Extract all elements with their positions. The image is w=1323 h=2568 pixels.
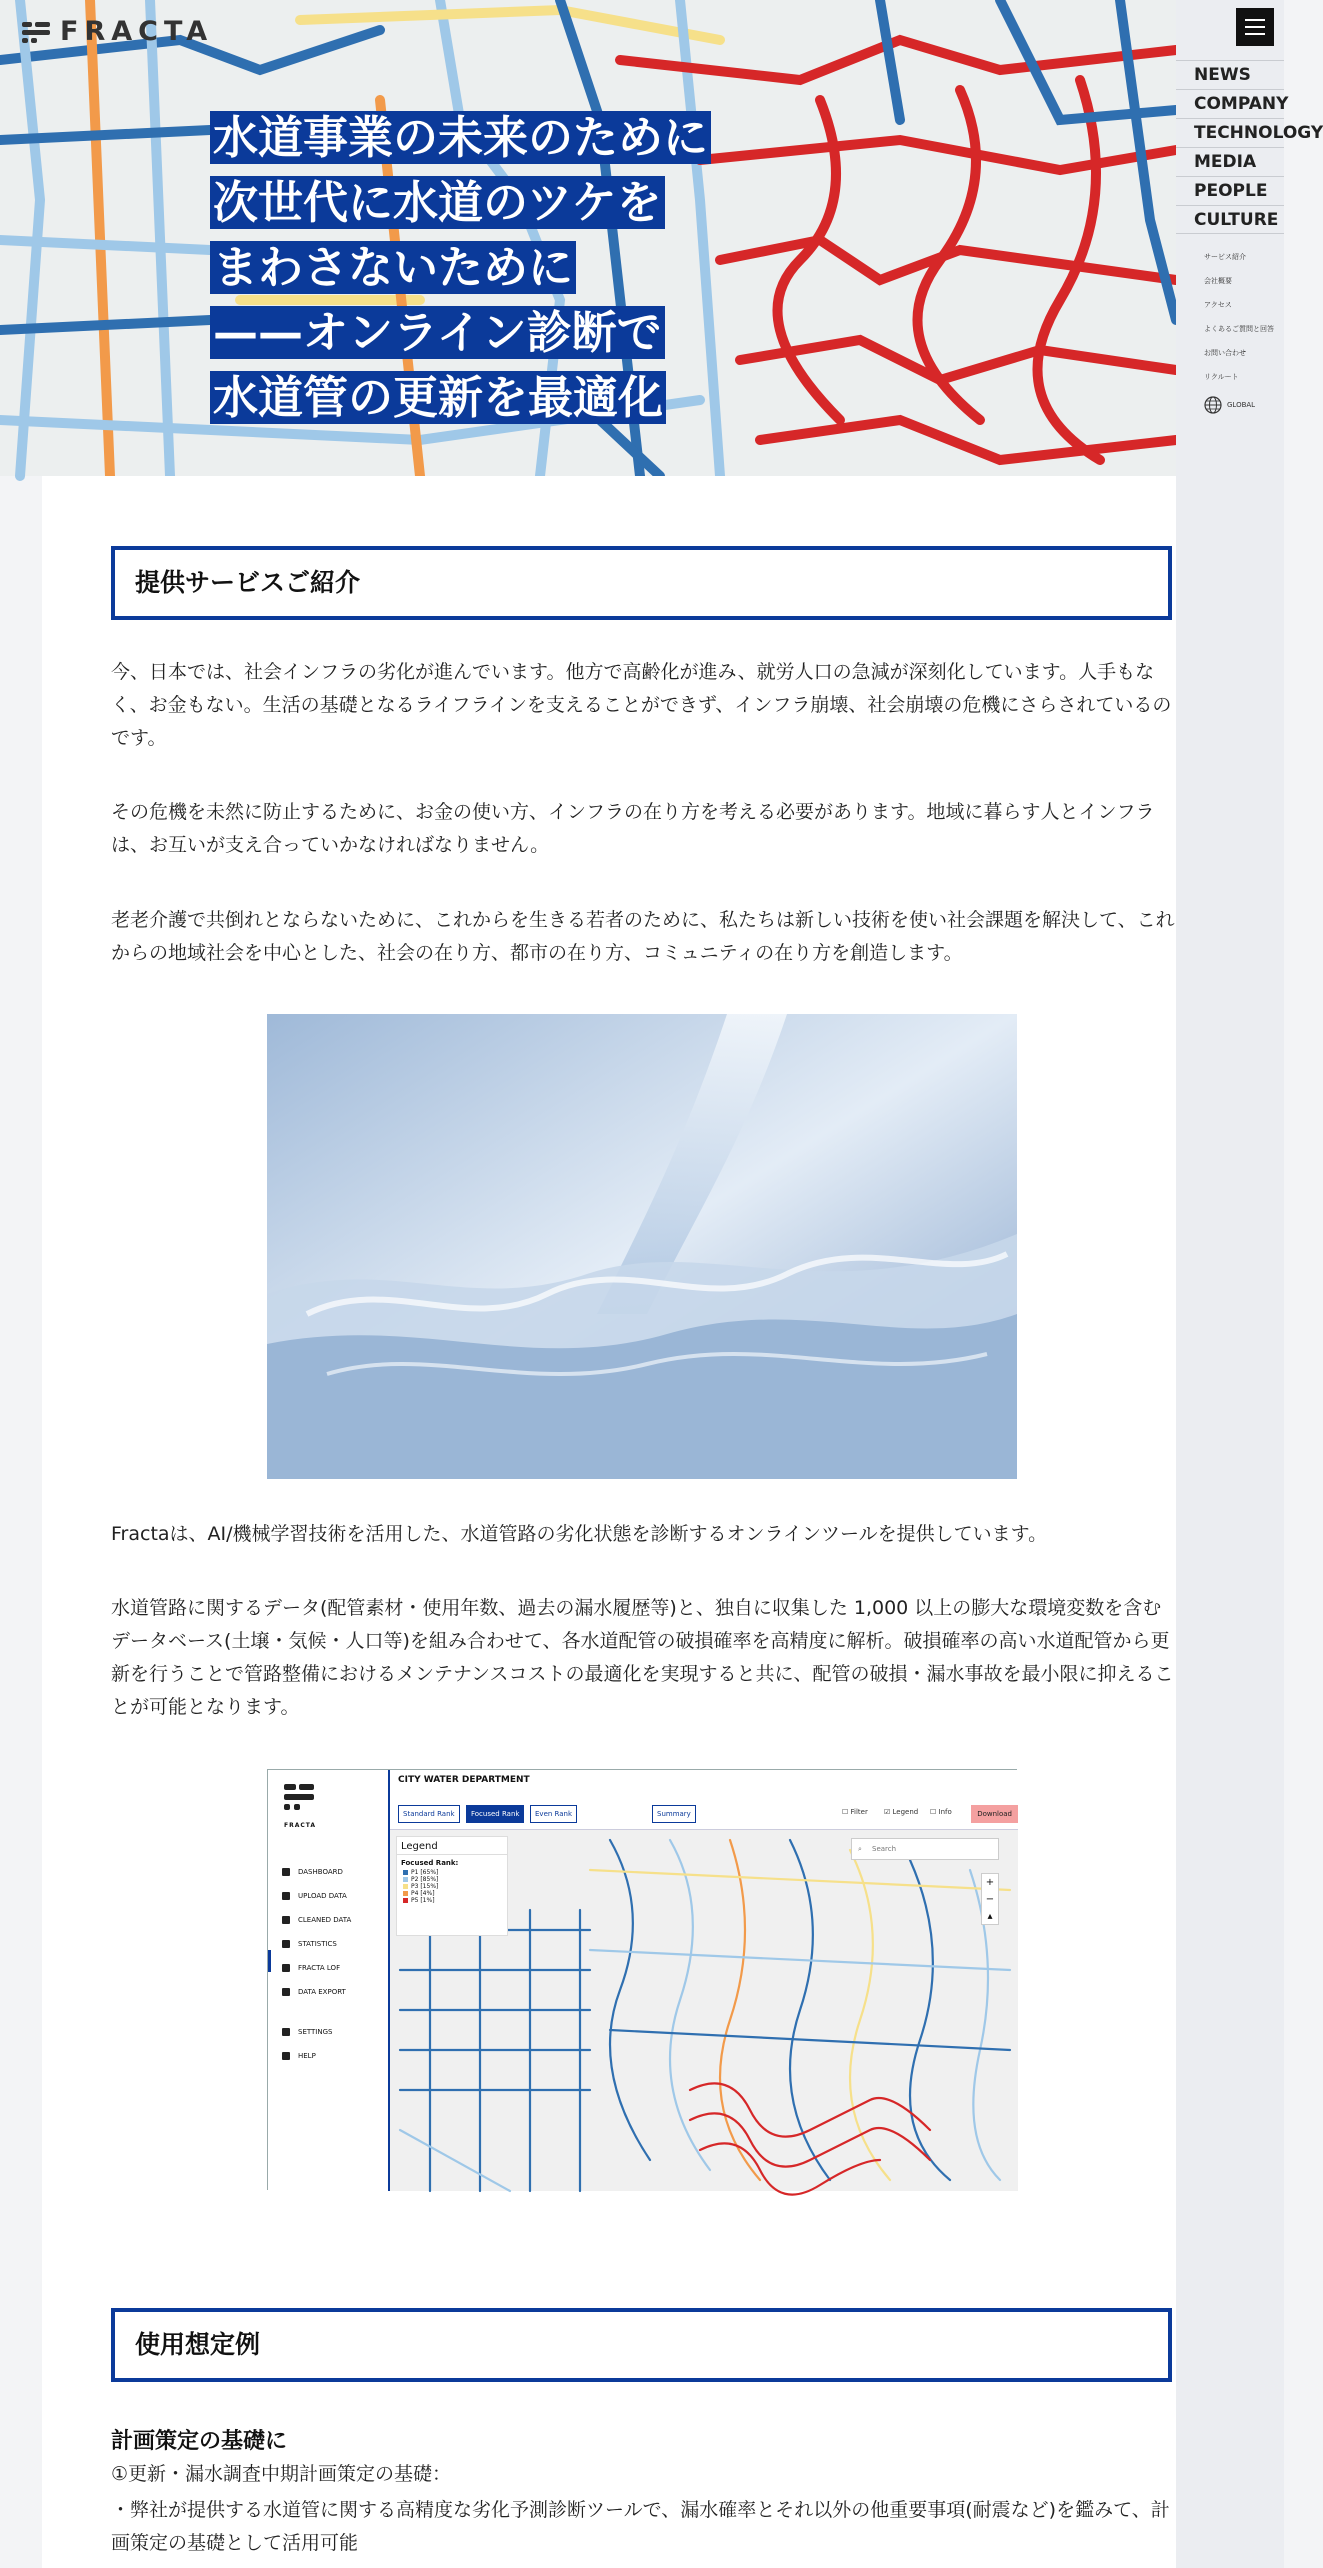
app-screenshot: [267, 1769, 1017, 2190]
app-sidebar: [268, 1770, 390, 2191]
app-menu-lof[interactable]: [282, 1956, 351, 1980]
section-title-use-cases: 使用想定例: [111, 2308, 1172, 2382]
map-search-input[interactable]: [851, 1838, 999, 1860]
intro-paragraph-4: Fractaは、AI/機械学習技術を活用した、水道管路の劣化状態を診断するオンラインツールを提供しています。: [111, 1523, 1048, 1545]
app-menu-label: DATA EXPORT: [298, 1988, 346, 1996]
zoom-out-button[interactable]: −: [985, 1894, 995, 1905]
info-label: Info: [938, 1808, 952, 1816]
search-icon: ⌕: [858, 1845, 862, 1853]
legend-label: Legend: [892, 1808, 919, 1816]
download-button[interactable]: Download: [971, 1805, 1018, 1823]
info-checkbox[interactable]: ☐ Info: [930, 1808, 952, 1816]
summary-button[interactable]: Summary: [652, 1805, 696, 1823]
fracta-icon: [282, 1964, 290, 1972]
main-content: [42, 476, 1176, 2568]
app-menu-export[interactable]: [282, 1980, 351, 2004]
headline-line-4: ——オンライン診断で: [210, 306, 665, 359]
app-menu-label: SETTINGS: [298, 2028, 333, 2036]
legend-row: P3 [15%]: [397, 1883, 507, 1890]
global-label: GLOBAL: [1227, 401, 1256, 409]
database-icon: [282, 1916, 290, 1924]
intro-paragraph-2: その危機を未然に防止するために、お金の使い方、インフラの在り方を考える必要があります。地域に暮らす人とインフラは、お互いが支え合っていかなければなりません。: [111, 801, 1155, 856]
legend-checkbox[interactable]: ☑ Legend: [884, 1808, 919, 1816]
sub-nav-contact[interactable]: お問い合わせ: [1204, 349, 1246, 357]
sub-nav-recruit[interactable]: リクルート: [1204, 373, 1239, 381]
globe-icon: [1204, 396, 1222, 414]
search-placeholder: Search: [872, 1845, 897, 1853]
gear-icon: [282, 2028, 290, 2036]
side-navigation: [1176, 0, 1323, 2568]
fracta-logo-icon: [22, 22, 50, 42]
nav-item-company[interactable]: COMPANY: [1176, 89, 1284, 118]
hamburger-menu-icon[interactable]: [1236, 8, 1274, 46]
focused-rank-button[interactable]: Focused Rank: [466, 1805, 524, 1823]
fracta-logo[interactable]: [22, 16, 213, 47]
home-icon: [282, 1868, 290, 1876]
nav-item-culture[interactable]: CULTURE: [1176, 205, 1284, 234]
legend-subtitle: Focused Rank:: [401, 1859, 459, 1867]
legend-row: P2 [85%]: [397, 1876, 507, 1883]
app-menu-label: HELP: [298, 2052, 316, 2060]
legend-title: Legend: [397, 1837, 507, 1855]
app-menu-dashboard[interactable]: [282, 1860, 351, 1884]
app-toolbar: [390, 1770, 1018, 1830]
sub-nav-service[interactable]: サービス紹介: [1204, 253, 1246, 261]
app-menu-help[interactable]: [282, 2044, 351, 2068]
app-menu-label: DASHBOARD: [298, 1868, 343, 1876]
sub-nav-faq[interactable]: よくあるご質問と回答: [1204, 325, 1274, 333]
headline-line-1: 水道事業の未来のために: [210, 111, 711, 164]
nav-item-people[interactable]: PEOPLE: [1176, 176, 1284, 205]
legend-row: P4 [4%]: [397, 1890, 507, 1897]
app-menu-settings[interactable]: [282, 2020, 351, 2044]
app-logo-icon: [284, 1784, 314, 1822]
section-title-services: 提供サービスご紹介: [111, 546, 1172, 620]
global-link[interactable]: [1204, 396, 1255, 414]
use-case-line-1: ①更新・漏水調査中期計画策定の基礎：: [111, 2463, 452, 2485]
app-menu-label: STATISTICS: [298, 1940, 337, 1948]
use-case-subheading: 計画策定の基礎に: [111, 2429, 288, 2454]
headline-line-5: 水道管の更新を最適化: [210, 371, 666, 424]
cloud-upload-icon: [282, 1892, 290, 1900]
filter-label: Filter: [850, 1808, 868, 1816]
app-menu-statistics[interactable]: [282, 1932, 351, 1956]
map-legend: [396, 1836, 508, 1936]
download-icon: [282, 1988, 290, 1996]
brand-name: FRACTA: [60, 16, 214, 47]
department-title: CITY WATER DEPARTMENT: [398, 1775, 530, 1785]
bar-chart-icon: [282, 1940, 290, 1948]
standard-rank-button[interactable]: Standard Rank: [398, 1805, 460, 1823]
nav-item-media[interactable]: MEDIA: [1176, 147, 1284, 176]
app-menu: [282, 1860, 351, 2068]
use-case-line-2: ・弊社が提供する水道管に関する高精度な劣化予測診断ツールで、漏水確率とそれ以外の他重要事項(耐震など)を鑑みて、計画策定の基礎として活用可能: [111, 2499, 1170, 2554]
sub-nav-access[interactable]: アクセス: [1204, 301, 1232, 309]
legend-row: P1 [65%]: [397, 1869, 507, 1876]
sub-nav-list: [1204, 250, 1274, 394]
headline-line-3: まわさないために: [210, 241, 576, 294]
active-indicator: [268, 1950, 271, 1972]
filter-checkbox[interactable]: ☐ Filter: [842, 1808, 868, 1816]
app-menu-upload[interactable]: [282, 1884, 351, 1908]
hero-banner: [0, 0, 1176, 476]
nav-item-news[interactable]: NEWS: [1176, 60, 1284, 89]
zoom-in-button[interactable]: +: [985, 1877, 995, 1888]
app-menu-cleaned[interactable]: [282, 1908, 351, 1932]
water-splash-image: [267, 1014, 1017, 1479]
app-logo-text: FRACTA: [284, 1822, 317, 1829]
app-menu-label: FRACTA LOF: [298, 1964, 341, 1972]
app-menu-label: UPLOAD DATA: [298, 1892, 347, 1900]
hero-headline: [210, 110, 711, 435]
intro-paragraph-3: 老老介護で共倒れとならないために、これからを生きる若者のために、私たちは新しい技術を使い社会課題を解決して、これからの地域社会を中心とした、社会の在り方、都市の在り方、コミュニティの在り方を創造します。: [111, 909, 1175, 964]
main-nav-list: [1176, 60, 1323, 234]
intro-paragraph-1: 今、日本では、社会インフラの劣化が進んでいます。他方で高齢化が進み、就労人口の急減が深刻化しています。人手もなく、お金もない。生活の基礎となるライフラインを支えることができず、インフラ崩壊、社会崩壊の危機にさらされているのです。: [111, 661, 1172, 749]
intro-paragraph-5: 水道管路に関するデータ(配管素材・使用年数、過去の漏水履歴等)と、独自に収集した 1,000 以上の膨大な環境変数を含むデータベース(土壌・気候・人口等)を組み合わせて、各水道配管の破損確率を高精度に解析。破損確率の高い水道配管から更新を行うことで管路整備におけるメンテナンスコストの最適化を実現すると共に、配管の破損・漏水事故を最小限に抑えることが可能となります。: [111, 1597, 1174, 1718]
nav-item-technology[interactable]: TECHNOLOGY: [1176, 118, 1284, 147]
even-rank-button[interactable]: Even Rank: [530, 1805, 577, 1823]
sub-nav-company[interactable]: 会社概要: [1204, 277, 1232, 285]
headline-line-2: 次世代に水道のツケを: [210, 176, 665, 229]
help-icon: [282, 2052, 290, 2060]
app-menu-label: CLEANED DATA: [298, 1916, 352, 1924]
compass-button[interactable]: ▴: [987, 1911, 993, 1922]
zoom-controls: [981, 1873, 999, 1925]
legend-row: P5 [1%]: [397, 1897, 507, 1904]
